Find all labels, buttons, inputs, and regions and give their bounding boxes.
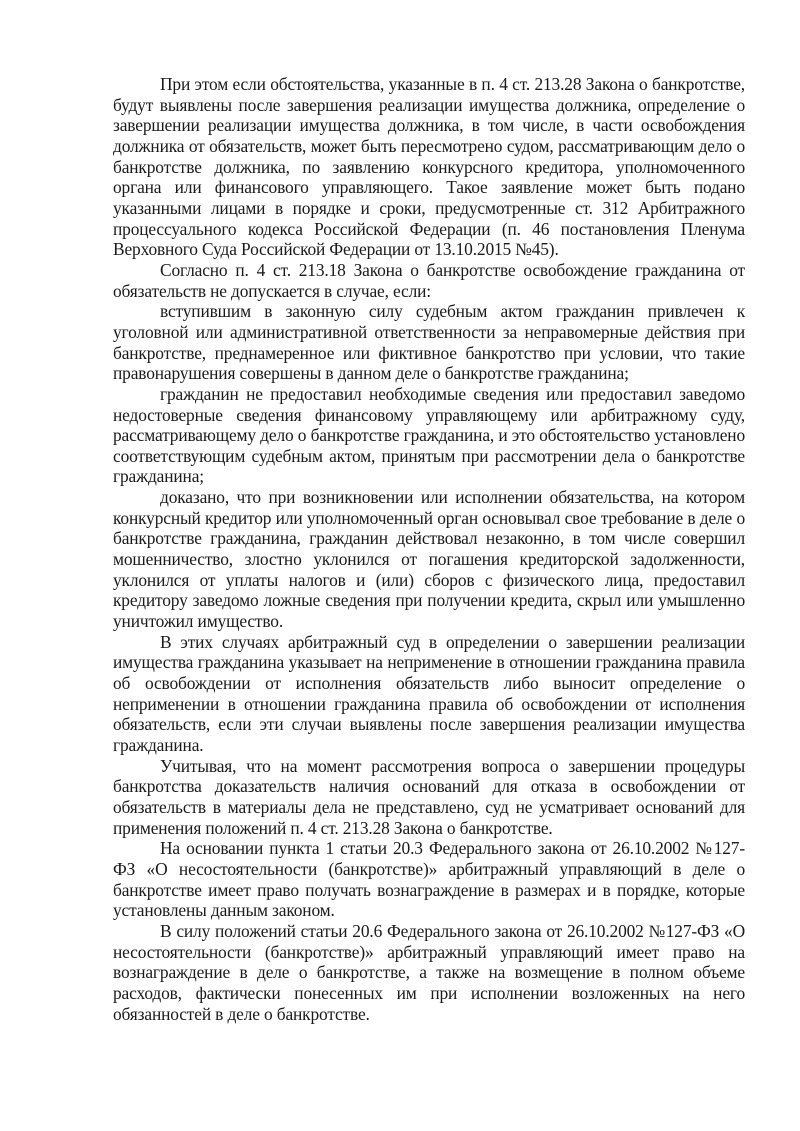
paragraph-manager-expenses: В силу положений статьи 20.6 Федерального закона от 26.10.2002 №127-ФЗ «О несостоятельности (банкротстве)» арбитражный управляющий имеет право на вознаграждение в деле о банкротстве, а также на возмещение в полном объеме расходов, фактически понесенных им при исполнении возложенных на него обязанностей в деле о банкротстве. — [113, 920, 745, 1024]
paragraph-release-not-allowed: Согласно п. 4 ст. 213.18 Закона о банкротстве освобождение гражданина от обязательств не допускается в случае, если: — [113, 259, 745, 301]
paragraph-court-non-application: В этих случаях арбитражный суд в определении о завершении реализации имущества гражданина указывает на неприменение в отношении гражданина правила об освобождении от исполнения обязательств либо выносит определение о неприменении в отношении гражданина правила об освобождении от исполнения обязательств, если эти случаи выявлены после завершения реализации имущества гражданина. — [113, 631, 745, 755]
paragraph-manager-remuneration: На основании пункта 1 статьи 20.3 Федерального закона от 26.10.2002 №127-ФЗ «О несостоятельности (банкротстве)» арбитражный управляющий в деле о банкротстве имеет право получать вознаграждение в размерах и в порядке, которые установлены данным законом. — [113, 838, 745, 921]
document-page — [113, 74, 745, 1024]
paragraph-circumstances-review: При этом если обстоятельства, указанные в п. 4 ст. 213.28 Закона о банкротстве, будут выявлены после завершения реализации имущества должника, определение о завершении реализации имущества должника, в том числе, в части освобождения должника от обязательств, может быть пересмотрено судом, рассматривающим дело о банкротстве должника, по заявлению конкурсного кредитора, уполномоченного органа или финансового управляющего. Такое заявление может быть подано указанными лицами в порядке и сроки, предусмотренные ст. 312 Арбитражного процессуального кодекса Российской Федерации (п. 46 постановления Пленума Верховного Суда Российской Федерации от 13.10.2015 №45). — [113, 74, 745, 260]
paragraph-condition-illegal-actions: доказано, что при возникновении или исполнении обязательства, на котором конкурсный кредитор или уполномоченный орган основывал свое требование в деле о банкротстве гражданина, гражданин действовал незаконно, в том числе совершил мошенничество, злостно уклонился от погашения кредиторской задолженности, уклонился от уплаты налогов и (или) сборов с физического лица, предоставил кредитору заведомо ложные сведения при получении кредита, скрыл или умышленно уничтожил имущество. — [113, 487, 745, 632]
paragraph-condition-liability: вступившим в законную силу судебным актом гражданин привлечен к уголовной или административной ответственности за неправомерные действия при банкротстве, преднамеренное или фиктивное банкротство при условии, что такие правонарушения совершены в данном деле о банкротстве гражданина; — [113, 301, 745, 384]
paragraph-court-conclusion: Учитывая, что на момент рассмотрения вопроса о завершении процедуры банкротства доказательств наличия оснований для отказа в освобождении от обязательств в материалы дела не представлено, суд не усматривает оснований для применения положений п. 4 ст. 213.28 Закона о банкротстве. — [113, 755, 745, 838]
paragraph-condition-false-info: гражданин не предоставил необходимые сведения или предоставил заведомо недостоверные сведения финансовому управляющему или арбитражному суду, рассматривающему дело о банкротстве гражданина, и это обстоятельство установлено соответствующим судебным актом, принятым при рассмотрении дела о банкротстве гражданина; — [113, 383, 745, 487]
